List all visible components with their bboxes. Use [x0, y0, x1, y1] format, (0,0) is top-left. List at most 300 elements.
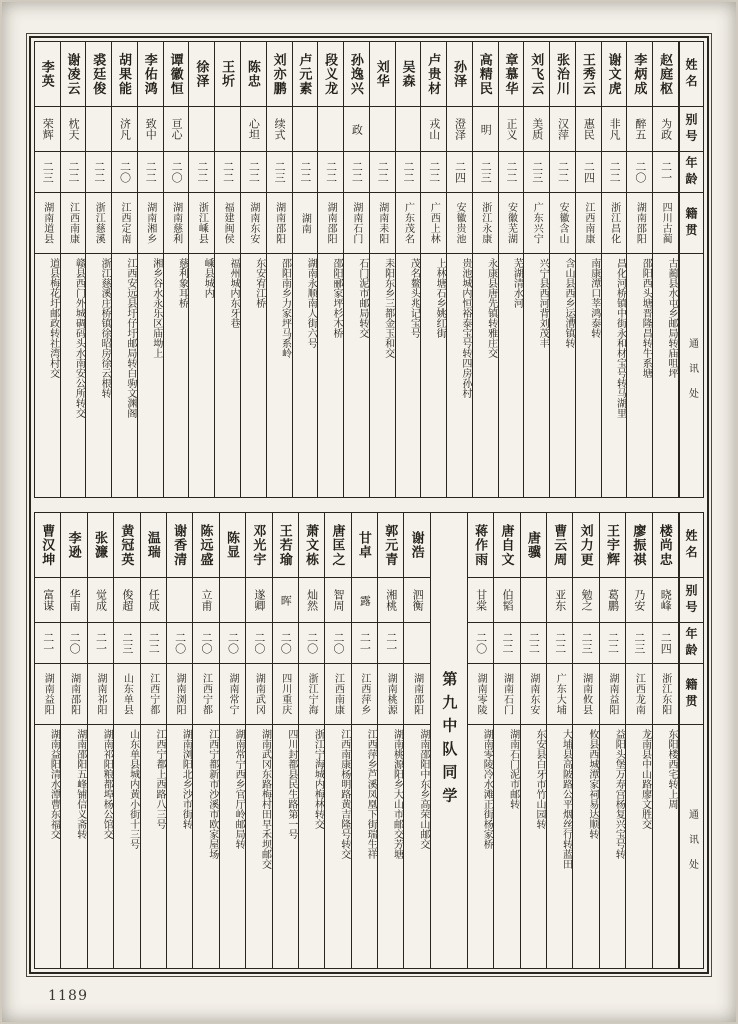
person-name — [86, 42, 111, 107]
person-age-text: 二〇 — [279, 632, 292, 654]
person-age — [576, 151, 601, 193]
person-name-text: 徐泽 — [194, 59, 210, 89]
person-age — [267, 151, 292, 193]
person-column — [549, 42, 575, 497]
person-address-text: 湖南常宁西乡官厅岭邮局转 — [233, 729, 245, 849]
person-alias-text: 葛鹏 — [606, 589, 619, 611]
person-age — [193, 622, 218, 664]
person-address — [573, 725, 598, 968]
person-name — [602, 42, 627, 107]
person-origin-text: 浙江永康 — [479, 202, 491, 244]
person-origin — [653, 193, 678, 254]
person-alias — [215, 107, 240, 152]
person-address-text: 四川封都县民生路第一号 — [285, 729, 297, 839]
person-name — [138, 42, 163, 107]
person-name-text: 陈显 — [224, 530, 240, 560]
person-column — [377, 513, 403, 968]
person-name — [325, 513, 350, 578]
person-origin — [35, 664, 60, 725]
person-name-text: 段义龙 — [323, 52, 339, 96]
person-name — [550, 42, 575, 107]
header-column — [678, 513, 703, 968]
person-origin-text: 浙江嵊县 — [196, 202, 208, 244]
person-alias — [627, 107, 652, 152]
person-column — [467, 513, 493, 968]
person-address-text: 湖南永顺南人街六号 — [305, 258, 317, 348]
person-origin — [653, 664, 678, 725]
person-alias — [246, 578, 271, 623]
person-age — [473, 151, 498, 193]
person-age — [112, 151, 137, 193]
person-address — [447, 254, 472, 497]
person-origin-text: 湖南慈利 — [170, 202, 182, 244]
person-age — [352, 622, 377, 664]
header-address — [680, 254, 703, 497]
person-origin — [404, 664, 429, 725]
person-origin — [35, 193, 60, 254]
person-origin-text: 湖南邵阳 — [411, 673, 423, 715]
person-name — [193, 513, 218, 578]
person-age — [447, 151, 472, 193]
person-address — [576, 254, 601, 497]
person-origin-text: 安徽芜湖 — [505, 202, 517, 244]
person-column — [113, 513, 139, 968]
person-address — [404, 725, 429, 968]
person-alias — [61, 578, 86, 623]
person-address-text: 大埔县高陂路公平烟丝行转蓝田 — [560, 729, 572, 869]
person-column — [324, 513, 350, 968]
person-name-text: 王若瑜 — [277, 523, 293, 567]
person-name-text: 李逊 — [66, 530, 82, 560]
person-address — [396, 254, 421, 497]
person-address — [61, 725, 86, 968]
person-address — [141, 725, 166, 968]
person-column — [572, 513, 598, 968]
person-name — [293, 42, 318, 107]
person-origin-text: 湖南石门 — [350, 202, 362, 244]
person-name — [600, 513, 625, 578]
person-age — [61, 622, 86, 664]
person-age-text: 二〇 — [226, 632, 239, 654]
person-alias — [396, 107, 421, 152]
person-alias-text: 枕天 — [67, 118, 79, 140]
person-alias — [114, 578, 139, 623]
person-name-text: 张治川 — [555, 52, 571, 96]
person-age — [421, 151, 446, 193]
person-name-text: 陈忠 — [245, 59, 261, 89]
person-alias — [61, 107, 86, 152]
person-age-text: 二二 — [221, 161, 234, 183]
person-origin-text: 广西上林 — [428, 202, 440, 244]
person-origin-text: 湖南桃源 — [385, 673, 397, 715]
person-age — [220, 622, 245, 664]
person-alias-text: 致中 — [144, 118, 157, 140]
person-alias-text: 非凡 — [608, 118, 621, 140]
person-alias — [267, 107, 292, 152]
person-address-text: 益阳头堡万寿宫杨复兴宝号转 — [613, 729, 625, 859]
person-address-text: 慈利象耳桥 — [176, 258, 188, 308]
person-name-text: 王圻 — [220, 59, 236, 89]
person-address — [114, 725, 139, 968]
person-origin-text: 湖南石门 — [501, 673, 513, 715]
person-origin-text: 江西南康 — [332, 673, 344, 715]
person-address-text: 芜湖清水河 — [511, 258, 523, 308]
header-column — [678, 42, 703, 497]
person-name-text: 谢香清 — [172, 523, 188, 567]
header-alias-text: 别号 — [684, 112, 698, 146]
person-origin-text: 江西宁都 — [147, 673, 159, 715]
person-age-text: 二三 — [120, 632, 133, 654]
person-age-text: 二三 — [479, 161, 492, 183]
person-column — [472, 42, 498, 497]
person-age — [325, 622, 350, 664]
person-age — [404, 622, 429, 664]
person-origin — [600, 664, 625, 725]
person-name-text: 唐骥 — [525, 530, 541, 560]
person-age-text: 二二 — [553, 632, 566, 654]
person-address — [344, 254, 369, 497]
person-name — [404, 513, 429, 578]
person-origin-text: 湖南浏阳 — [174, 673, 186, 715]
person-origin — [396, 193, 421, 254]
header-address — [680, 725, 703, 968]
person-name-text: 陈远盛 — [198, 523, 214, 567]
header-origin-text: 籍贯 — [684, 206, 698, 240]
person-name-text: 李佑鸿 — [142, 52, 158, 96]
person-origin-text: 江西南康 — [582, 202, 594, 244]
person-column — [520, 513, 546, 968]
person-address-text: 南康潭口莘鸿泰转 — [588, 258, 600, 338]
person-address-text: 邵阳郦家坪杉木桥 — [331, 258, 343, 338]
person-address-text: 茂名鳌头兆记宝号 — [408, 258, 420, 338]
person-name — [273, 513, 298, 578]
person-origin — [193, 664, 218, 725]
person-age-text: 二三 — [530, 161, 543, 183]
person-address — [88, 725, 113, 968]
person-origin-text: 湖南道县 — [41, 202, 53, 244]
person-name-text: 刘飞云 — [529, 52, 545, 96]
person-alias — [473, 107, 498, 152]
person-column — [395, 42, 421, 497]
person-origin — [318, 193, 343, 254]
person-origin — [88, 664, 113, 725]
person-column — [140, 513, 166, 968]
squad-divider-label — [431, 513, 467, 968]
person-alias — [494, 578, 519, 623]
person-origin — [267, 193, 292, 254]
person-address — [86, 254, 111, 497]
person-name-text: 廖振祺 — [631, 523, 647, 567]
person-address — [494, 725, 519, 968]
header-name — [680, 42, 703, 107]
person-origin — [468, 664, 493, 725]
person-alias-text: 泗衡 — [411, 589, 424, 611]
paper-background — [2, 2, 736, 1022]
person-alias — [626, 578, 651, 623]
person-origin — [547, 664, 572, 725]
person-name-text: 楼尚忠 — [657, 523, 673, 567]
person-address-text: 邵阳西头塘晋隆昌转牛系塘 — [640, 258, 652, 378]
person-name-text: 王秀云 — [580, 52, 596, 96]
person-origin — [138, 193, 163, 254]
person-age — [273, 622, 298, 664]
person-age-text: 二三 — [580, 632, 593, 654]
person-address — [602, 254, 627, 497]
person-origin — [524, 193, 549, 254]
person-age — [299, 622, 324, 664]
person-age — [600, 622, 625, 664]
person-age-text: 二三 — [41, 161, 54, 183]
person-age-text: 二二 — [500, 632, 513, 654]
person-origin — [370, 193, 395, 254]
person-name — [576, 42, 601, 107]
person-alias-text: 汉萍 — [556, 118, 569, 140]
person-address — [468, 725, 493, 968]
person-origin-text: 浙江宁海 — [306, 673, 318, 715]
person-origin — [61, 193, 86, 254]
person-age-text: 二〇 — [305, 632, 318, 654]
person-age-text: 二〇 — [200, 632, 213, 654]
person-origin — [141, 664, 166, 725]
person-address-text: 湖南邵阳五峰铺信义斋转 — [74, 729, 86, 839]
person-name — [267, 42, 292, 107]
person-alias — [378, 578, 403, 623]
person-origin — [421, 193, 446, 254]
person-alias-text: 立甫 — [200, 589, 213, 611]
person-alias — [524, 107, 549, 152]
person-age-text: 二二 — [247, 161, 260, 183]
person-alias-text: 正义 — [505, 118, 518, 140]
person-address — [189, 254, 214, 497]
person-column — [85, 42, 111, 497]
person-column — [420, 42, 446, 497]
person-address — [352, 725, 377, 968]
person-age-text: 二三 — [632, 632, 645, 654]
person-name — [573, 513, 598, 578]
person-address-text: 湖南武冈东路梅村田早禾坝邮交 — [259, 729, 271, 869]
person-origin — [167, 664, 192, 725]
person-age — [318, 151, 343, 193]
header-origin — [680, 664, 703, 725]
person-age — [370, 151, 395, 193]
person-name-text: 刘华 — [374, 59, 390, 89]
person-name-text: 孙泽 — [451, 59, 467, 89]
person-age-text: 二二 — [195, 161, 208, 183]
person-name-text: 刘亦鹏 — [271, 52, 287, 96]
person-column — [87, 513, 113, 968]
roster-frame — [29, 36, 709, 974]
person-column — [166, 513, 192, 968]
person-address-text: 上林塘石乡姚红街 — [434, 258, 446, 338]
person-name-text: 章慕华 — [503, 52, 519, 96]
person-age-text: 二二 — [556, 161, 569, 183]
person-alias-text: 露 — [358, 594, 371, 606]
person-alias-text: 华南 — [68, 589, 81, 611]
person-origin-text: 浙江东阳 — [659, 673, 671, 715]
person-alias — [164, 107, 189, 152]
header-age-text: 年龄 — [684, 626, 698, 660]
person-alias-text: 为政 — [659, 118, 672, 140]
person-name-text: 曹云周 — [552, 523, 568, 567]
person-origin-text: 四川古蔺 — [660, 202, 672, 244]
person-age — [627, 151, 652, 193]
person-name — [61, 42, 86, 107]
person-column — [601, 42, 627, 497]
person-name — [626, 513, 651, 578]
person-address-text: 贵池城内恒裕泰宝号转四房孙村 — [459, 258, 471, 398]
person-alias — [318, 107, 343, 152]
person-origin-text: 湖南祁阳 — [94, 673, 106, 715]
person-origin-text: 湖南武冈 — [253, 673, 265, 715]
person-name — [112, 42, 137, 107]
person-name — [299, 513, 324, 578]
person-alias-text: 心坦 — [247, 118, 260, 140]
person-address — [61, 254, 86, 497]
person-address — [499, 254, 524, 497]
person-alias — [404, 578, 429, 623]
person-address-text: 含山县西乡运漕镇转 — [562, 258, 574, 348]
person-origin — [378, 664, 403, 725]
person-address-text: 湘乡谷水永乐区庙坳上 — [150, 258, 162, 358]
person-column — [626, 42, 652, 497]
person-address-text: 湖南邵阳中东乡高荣山邮交 — [417, 729, 429, 849]
person-origin — [573, 664, 598, 725]
header-origin-text: 籍贯 — [684, 677, 698, 711]
person-name-text: 吴森 — [400, 59, 416, 89]
person-name-text: 黄冠英 — [119, 523, 135, 567]
person-address-text: 道县梅花圩邮政转社湾村交 — [47, 258, 59, 378]
person-origin — [626, 664, 651, 725]
person-age — [499, 151, 524, 193]
person-age — [293, 151, 318, 193]
person-alias — [220, 578, 245, 623]
person-alias-text: 亘心 — [170, 118, 183, 140]
header-name — [680, 513, 703, 578]
person-age-text: 二一 — [41, 632, 54, 654]
person-alias — [293, 107, 318, 152]
header-alias — [680, 107, 703, 152]
person-age — [344, 151, 369, 193]
person-origin-text: 湖南邵阳 — [634, 202, 646, 244]
person-alias-text: 灿然 — [305, 589, 318, 611]
person-age — [241, 151, 266, 193]
person-alias — [193, 578, 218, 623]
person-address-text: 江西宁都上西路八三号 — [153, 729, 165, 829]
person-origin-text: 湖南 — [299, 212, 311, 234]
person-name — [653, 513, 678, 578]
person-address-text: 赣县西门外城碉码头水南安公所转交 — [73, 258, 85, 418]
person-alias-text: 政 — [350, 123, 363, 135]
person-column — [575, 42, 601, 497]
person-address — [293, 254, 318, 497]
person-address-text: 湖南桃源阳乡大山市邮交芳塘 — [391, 729, 403, 859]
person-address — [325, 725, 350, 968]
person-column — [546, 513, 572, 968]
person-origin-text: 湖南邵阳 — [273, 202, 285, 244]
person-column — [403, 513, 429, 968]
person-origin — [494, 664, 519, 725]
person-origin-text: 湖南攸县 — [580, 673, 592, 715]
person-alias-text: 勉之 — [580, 589, 593, 611]
person-alias — [138, 107, 163, 152]
person-age — [215, 151, 240, 193]
person-origin-text: 安徽贵池 — [453, 202, 465, 244]
person-address — [318, 254, 343, 497]
person-origin — [112, 193, 137, 254]
person-age-text: 二三 — [273, 161, 286, 183]
roster-table-1 — [34, 41, 704, 498]
person-origin-text: 湖南湘乡 — [144, 202, 156, 244]
person-origin-text: 湖南零陵 — [475, 673, 487, 715]
person-column — [240, 42, 266, 497]
person-column — [317, 42, 343, 497]
person-column — [369, 42, 395, 497]
person-alias — [86, 107, 111, 152]
person-address-text: 东安县白牙市竹山园转 — [534, 729, 546, 829]
person-alias — [573, 578, 598, 623]
person-origin — [576, 193, 601, 254]
person-column — [266, 42, 292, 497]
person-address-text: 东安宥江桥 — [253, 258, 265, 308]
person-alias — [189, 107, 214, 152]
person-name — [473, 42, 498, 107]
person-alias-text: 美质 — [530, 118, 543, 140]
person-name-text: 蒋作雨 — [473, 523, 489, 567]
person-name-text: 萧文栋 — [304, 523, 320, 567]
person-column — [60, 513, 86, 968]
person-age-text: 二二 — [608, 161, 621, 183]
person-alias — [35, 107, 60, 152]
person-address-text: 嵊县城内 — [202, 258, 214, 298]
person-address-text: 江西南康杨明路黄吉隆号转交 — [338, 729, 350, 859]
person-age-text: 二〇 — [633, 161, 646, 183]
person-alias-text: 湘桃 — [384, 589, 397, 611]
person-age — [653, 151, 678, 193]
person-alias-text: 任成 — [147, 589, 160, 611]
person-address-text: 湖南益阳清水潭曹东福交 — [48, 729, 60, 839]
person-name — [653, 42, 678, 107]
person-age — [114, 622, 139, 664]
person-address — [653, 725, 678, 968]
person-name-text: 卢元素 — [297, 52, 313, 96]
person-alias — [576, 107, 601, 152]
header-age — [680, 622, 703, 664]
person-name — [627, 42, 652, 107]
person-origin — [299, 664, 324, 725]
person-name — [421, 42, 446, 107]
person-age-text: 二一 — [94, 632, 107, 654]
person-name — [35, 513, 60, 578]
person-alias-text: 乃安 — [632, 589, 645, 611]
person-column — [523, 42, 549, 497]
person-address-text: 龙南县中山路廖文胜交 — [639, 729, 651, 829]
person-origin-text: 江西龙南 — [633, 673, 645, 715]
person-age — [35, 622, 60, 664]
person-age-text: 二二 — [527, 632, 540, 654]
squad-divider-column — [430, 513, 467, 968]
person-name-text: 赵庭枢 — [658, 52, 674, 96]
person-column — [60, 42, 86, 497]
person-name — [241, 42, 266, 107]
person-name-text: 高精民 — [477, 52, 493, 96]
person-age-text: 二四 — [659, 632, 672, 654]
person-alias — [241, 107, 266, 152]
person-address — [267, 254, 292, 497]
person-address — [193, 725, 218, 968]
person-address — [220, 725, 245, 968]
person-address-text: 湖南零陵冷水滩正街杨家桥 — [481, 729, 493, 849]
person-name — [35, 42, 60, 107]
